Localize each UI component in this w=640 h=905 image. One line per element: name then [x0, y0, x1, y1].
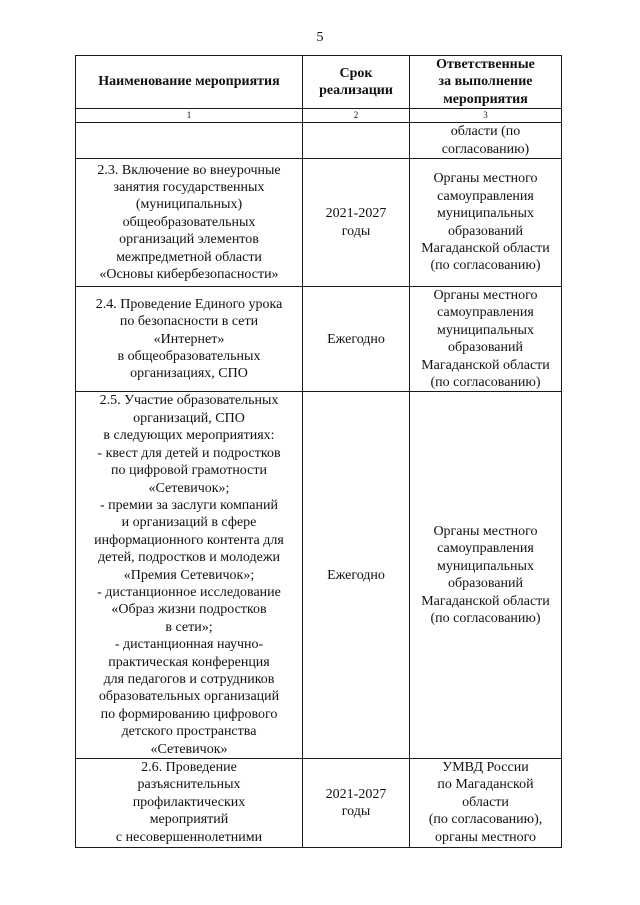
- page-number: 5: [316, 30, 324, 45]
- table-header-row: [76, 56, 562, 109]
- measure-name-cell: [76, 123, 303, 159]
- term-cell: 2021-2027 годы: [303, 159, 410, 287]
- header-measure-name: Наименование мероприятия: [76, 56, 303, 109]
- term-cell: 2021-2027 годы: [303, 759, 410, 848]
- measure-name-cell: 2.6. Проведение разъяснительных профилактических мероприятий с несовершеннолетними: [76, 759, 303, 848]
- table-row: [76, 759, 562, 848]
- header-responsible: Ответственные за выполнение мероприятия: [410, 56, 562, 109]
- table-row: [76, 123, 562, 159]
- column-number: 1: [76, 109, 303, 123]
- measure-name-cell: 2.5. Участие образовательных организаций, СПО в следующих мероприятиях: - квест для детей и подростков по цифровой грамотности «Сетевичок»; - премии за заслуги компаний и организаций в сфере информационного контента для детей, подростков и молодежи «Премия Сетевичок»; - дистанционное исследование «Образ жизни подростков в сети»; - дистанционная научно- практическая конференция для педагогов и сотрудников образовательных организаций по формированию цифрового детского пространства «Сетевичок»: [76, 392, 303, 759]
- term-cell: [303, 123, 410, 159]
- table-row: [76, 392, 562, 759]
- responsible-cell: Органы местного самоуправления муниципальных образований Магаданской области (по согласованию): [410, 159, 562, 287]
- term-cell: Ежегодно: [303, 392, 410, 759]
- header-term: Срок реализации: [303, 56, 410, 109]
- responsible-cell: области (по согласованию): [410, 123, 562, 159]
- column-number: 2: [303, 109, 410, 123]
- measure-name-cell: 2.3. Включение во внеурочные занятия государственных (муниципальных) общеобразовательных организаций элементов межпредметной области «Основы кибербезопасности»: [76, 159, 303, 287]
- responsible-cell: УМВД России по Магаданской области (по согласованию), органы местного: [410, 759, 562, 848]
- table-row: [76, 287, 562, 392]
- measures-table: [75, 55, 562, 848]
- responsible-cell: Органы местного самоуправления муниципальных образований Магаданской области (по согласованию): [410, 287, 562, 392]
- column-number-row: [76, 109, 562, 123]
- responsible-cell: Органы местного самоуправления муниципальных образований Магаданской области (по согласованию): [410, 392, 562, 759]
- measure-name-cell: 2.4. Проведение Единого урока по безопасности в сети «Интернет» в общеобразовательных организациях, СПО: [76, 287, 303, 392]
- term-cell: Ежегодно: [303, 287, 410, 392]
- table-row: [76, 159, 562, 287]
- column-number: 3: [410, 109, 562, 123]
